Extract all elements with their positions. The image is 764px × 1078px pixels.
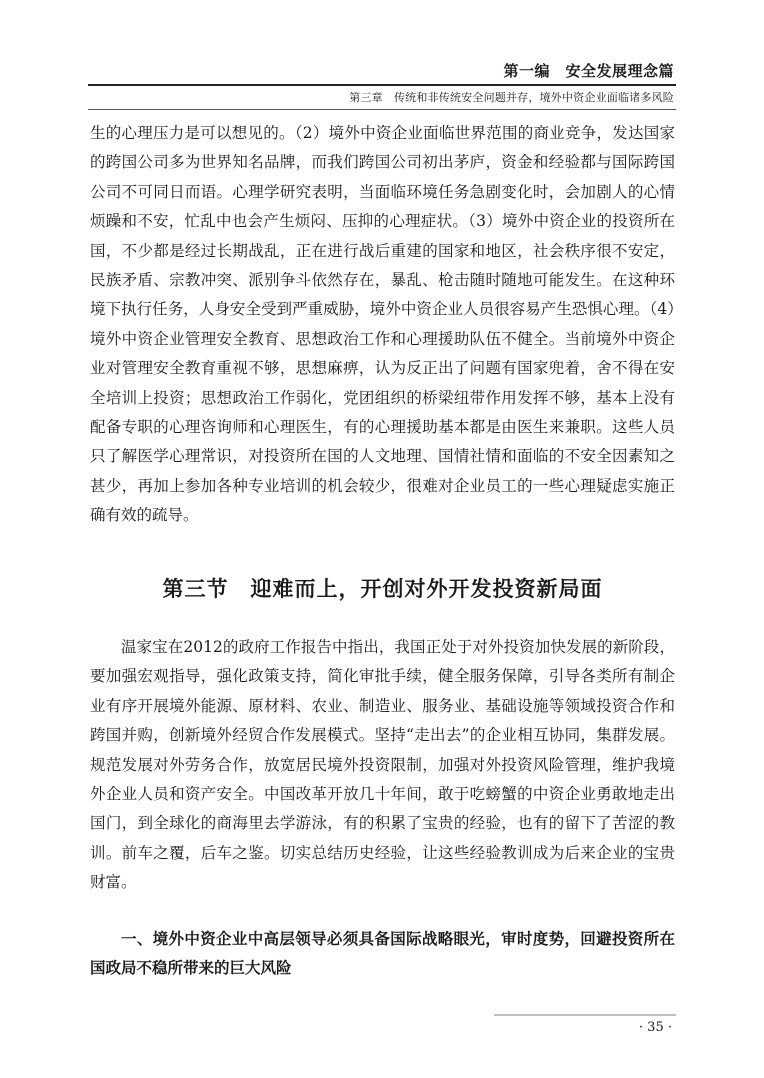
running-header-chapter: 第三章 传统和非传统安全问题并存，境外中资企业面临诸多风险 <box>349 91 674 104</box>
body-paragraph-continued: 生的心理压力是可以想见的。（2）境外中资企业面临世界范围的商业竞争，发达国家的跨国公司多为世界知名品牌，而我们跨国公司初出茅庐，资金和经验都与国际跨国公司不可同日而语。心理学研究表明，当面临环境任务急剧变化时，会加剧人的心情烦躁和不安，忙乱中也会产生烦闷、压抑的心理症状。（3）境外中资企业的投资所在国，不少都是经过长期战乱，正在进行战后重建的国家和地区，社会秩序很不安定，民族矛盾、宗教冲突、派别争斗依然存在，暴乱、枪击随时随地可能发生。在这种环境下执行任务，人身安全受到严重威胁，境外中资企业人员很容易产生恐惧心理。（4）境外中资企业管理安全教育、思想政治工作和心理援助队伍不健全。当前境外中资企业对管理安全教育重视不够，思想麻痹，认为反正出了问题有国家兜着，舍不得在安全培训上投资；思想政治工作弱化，党团组织的桥梁纽带作用发挥不够，基本上没有配备专职的心理咨询师和心理医生，有的心理援助基本都是由医生来兼职。这些人员只了解医学心理常识，对投资所在国的人文地理、国情社情和面临的不安全因素知之甚少，再加上参加各种专业培训的机会较少，很难对企业员工的一些心理疑虑实施正确有效的疏导。 <box>90 124 675 525</box>
running-header-part: 第一编 安全发展理念篇 <box>503 62 674 80</box>
subsection-heading: 一、境外中资企业中高层领导必须具备国际战略眼光，审时度势，回避投资所在国政局不稳所带来的巨大风险 <box>90 930 675 977</box>
footer-divider <box>494 1014 676 1016</box>
page-number: · 35 · <box>638 1020 672 1035</box>
header-divider-thick <box>88 84 676 86</box>
header-divider-thin <box>88 109 676 110</box>
body-paragraph: 温家宝在2012的政府工作报告中指出，我国正处于对外投资加快发展的新阶段，要加强宏观指导，强化政策支持，简化审批手续，健全服务保障，引导各类所有制企业有序开展境外能源、原材料、农业、制造业、服务业、基础设施等领域投资合作和跨国并购，创新境外经贸合作发展模式。坚持“走出去”的企业相互协同，集群发展。规范发展对外劳务合作，放宽居民境外投资限制，加强对外投资风险管理，维护我境外企业人员和资产安全。中国改革开放几十年间，敢于吃螃蟹的中资企业勇敢地走出国门，到全球化的商海里去学游泳，有的积累了宝贵的经验，也有的留下了苦涩的教训。前车之覆，后车之鉴。切实总结历史经验，让这些经验教训成为后来企业的宝贵财富。 <box>90 638 675 892</box>
section-title: 第三节 迎难而上，开创对外开发投资新局面 <box>162 577 603 601</box>
